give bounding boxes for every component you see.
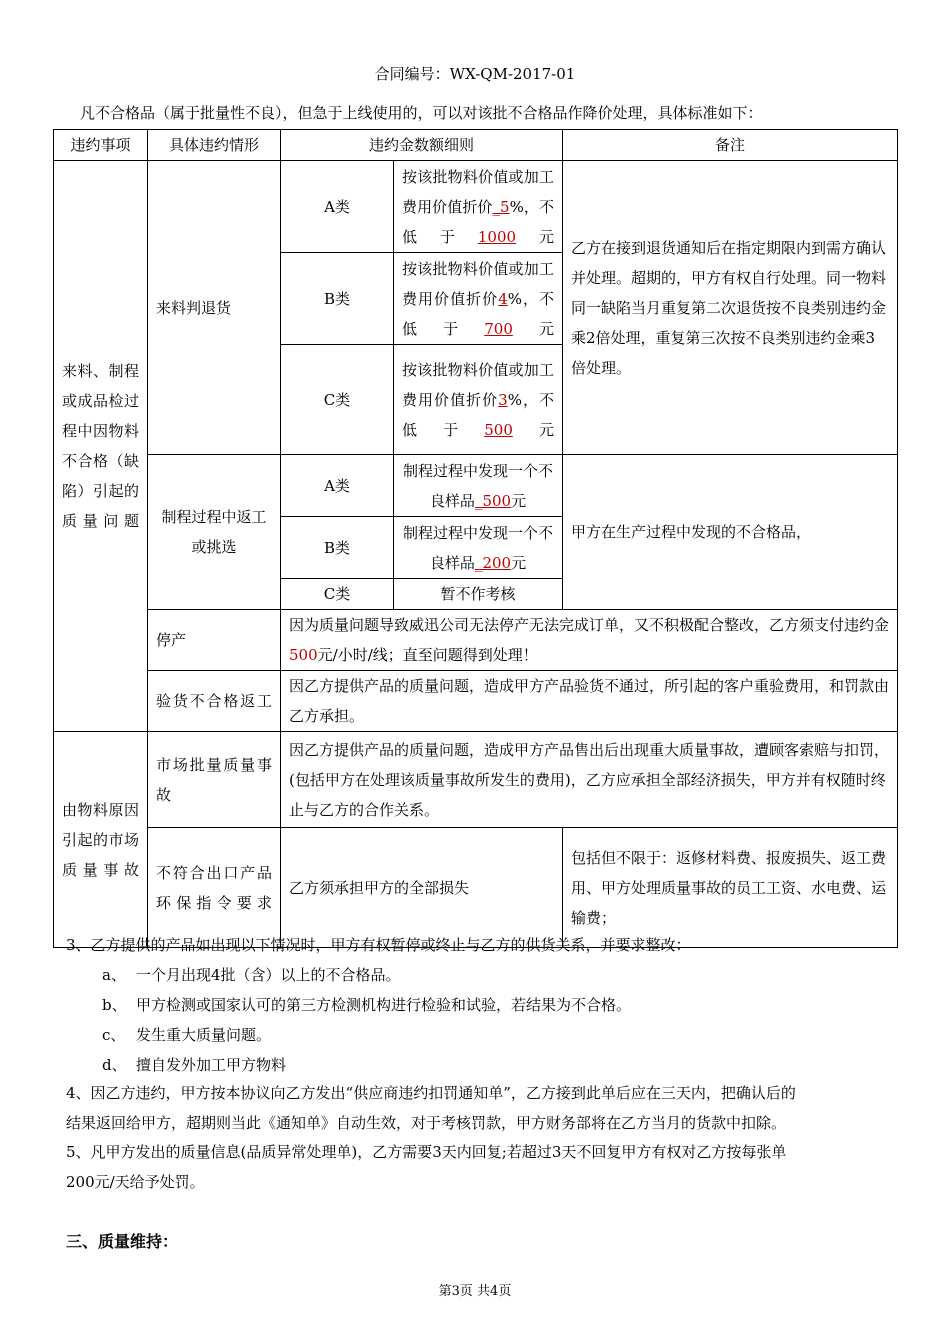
header-penalty-rules: 违约金数额细则: [281, 130, 563, 161]
list-item: b、 甲方检测或国家认可的第三方检测机构进行检验和试验，若结果为不合格。: [102, 996, 632, 1014]
case-market-quality: 市场批量质量事故: [148, 732, 281, 828]
class-c-rule: 按该批物料价值或加工费用价值折价3%，不低于500元: [394, 345, 563, 455]
class-c-label: C类: [281, 345, 394, 455]
clause-5-line-1: 5、凡甲方发出的质量信息(品质异常处理单)，乙方需要3天内回复;若超过3天不回复甲方有权对乙方按每张单: [66, 1143, 787, 1161]
table-row: [54, 732, 898, 828]
case-inspection-fail: 验货不合格返工: [148, 671, 281, 732]
table-header-row: [54, 130, 898, 161]
rework-class-b-rule: 制程过程中发现一个不良样品_200元: [394, 517, 563, 579]
case-return-goods: 来料判退货: [148, 161, 281, 455]
rework-class-b-label: B类: [281, 517, 394, 579]
section-heading: 三、质量维持：: [66, 1232, 179, 1251]
rework-class-c-label: C类: [281, 579, 394, 610]
table-row: [54, 671, 898, 732]
clause-5-line-2: 200元/天给予处罚。: [66, 1173, 205, 1191]
class-b-rule: 按该批物料价值或加工费用价值折价4%，不低于700元: [394, 253, 563, 345]
class-a-label: A类: [281, 161, 394, 253]
page-number: 第3页 共4页: [438, 1284, 512, 1299]
case-export-env: 不符合出口产品环保指令要求: [148, 828, 281, 948]
clause-4-line-2: 结果返回给甲方，超期则当此《通知单》自动生效，对于考核罚款，甲方财务部将在乙方当月的货款中扣除。: [66, 1114, 787, 1132]
contract-number: 合同编号：WX-QM-2017-01: [374, 65, 576, 83]
table-row: [54, 455, 898, 517]
header-violation-case: 具体违约情形: [148, 130, 281, 161]
class-a-rule: 按该批物料价值或加工费用价值折价_5%，不低于1000元: [394, 161, 563, 253]
class-b-label: B类: [281, 253, 394, 345]
production-stop-detail: 因为质量问题导致威迅公司无法停产无法完成订单，又不积极配合整改，乙方须支付违约金500元/小时/线；直至问题得到处理！: [281, 610, 898, 671]
penalty-table: [53, 129, 898, 948]
rework-note: 甲方在生产过程中发现的不合格品，: [563, 455, 898, 610]
group-material-defect: 来料、制程或成品检过程中因物料不合格（缺陷）引起的质量问题: [54, 161, 148, 732]
list-item: a、 一个月出现4批（含）以上的不合格品。: [102, 966, 401, 984]
header-remarks: 备注: [563, 130, 898, 161]
market-quality-detail: 因乙方提供产品的质量问题，造成甲方产品售出后出现重大质量事故，遭顾客索赔与扣罚，(包括甲方在处理该质量事故所发生的费用)，乙方应承担全部经济损失，甲方并有权随时终止与乙方的合作关系。: [281, 732, 898, 828]
intro-text: 凡不合格品（属于批量性不良），但急于上线使用的，可以对该批不合格品作降价处理，具体标准如下：: [80, 104, 763, 122]
case-rework: 制程过程中返工或挑选: [148, 455, 281, 610]
rework-class-c-rule: 暂不作考核: [394, 579, 563, 610]
header-violation-item: 违约事项: [54, 130, 148, 161]
list-item: c、 发生重大质量问题。: [102, 1026, 272, 1044]
table-row: [54, 161, 898, 253]
return-goods-note: 乙方在接到退货通知后在指定期限内到需方确认并处理。超期的，甲方有权自行处理。同一物料同一缺陷当月重复第二次退货按不良类别违约金乘2倍处理，重复第三次按不良类别违约金乘3倍处理。: [563, 161, 898, 455]
rework-class-a-rule: 制程过程中发现一个不良样品_500元: [394, 455, 563, 517]
case-production-stop: 停产: [148, 610, 281, 671]
table-row: [54, 610, 898, 671]
inspection-fail-detail: 因乙方提供产品的质量问题，造成甲方产品验货不通过，所引起的客户重验费用，和罚款由乙方承担。: [281, 671, 898, 732]
clause-4-line-1: 4、因乙方违约，甲方按本协议向乙方发出“供应商违约扣罚通知单”，乙方接到此单后应在三天内，把确认后的: [66, 1084, 796, 1102]
export-env-detail: 乙方须承担甲方的全部损失: [281, 828, 563, 948]
list-item: d、 擅自发外加工甲方物料: [102, 1056, 287, 1074]
export-env-note: 包括但不限于：返修材料费、报废损失、返工费用、甲方处理质量事故的员工工资、水电费、运输费；: [563, 828, 898, 948]
rework-class-a-label: A类: [281, 455, 394, 517]
group-market-accident: 由物料原因引起的市场质量事故: [54, 732, 148, 948]
clause-3: 3、乙方提供的产品如出现以下情况时，甲方有权暂停或终止与乙方的供货关系，并要求整改：: [66, 936, 691, 954]
